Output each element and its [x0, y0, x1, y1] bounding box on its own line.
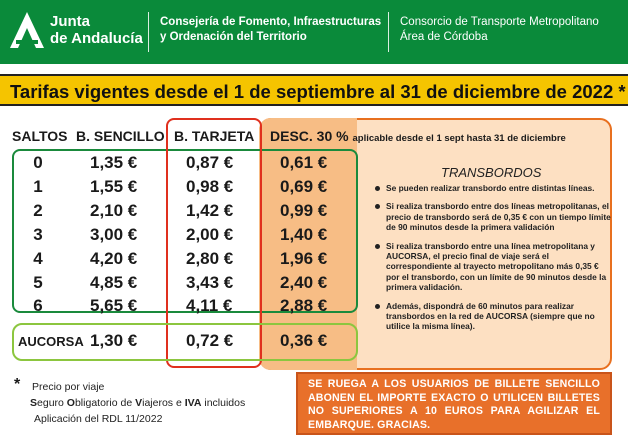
footnote-initial: S	[30, 397, 38, 409]
list-item-text: Si realiza transbordo entre dos líneas metropolitanas, el precio de transbordo será de 0,35 € con un tiempo límite de 90 minutos desde la primera validación	[386, 201, 611, 233]
department-line-2: y Ordenación del Territorio	[160, 31, 307, 43]
footnote-initial: O	[66, 397, 75, 409]
aucorsa-label: AUCORSA	[18, 334, 84, 349]
consortium-name	[400, 15, 599, 45]
tarjeta-cell: 0,98 €	[186, 177, 234, 196]
sencillo-cell: 1,55 €	[90, 177, 138, 196]
header-divider	[388, 12, 389, 52]
tarjeta-cell: 1,42 €	[186, 201, 234, 220]
transbordos-title: TRANSBORDOS	[441, 165, 542, 180]
step-cell: 6	[33, 296, 43, 315]
list-item	[370, 241, 612, 293]
tarjeta-cell: 4,11 €	[186, 296, 233, 315]
consortium-line-1: Consorcio de Transporte Metropolitano	[400, 16, 599, 28]
list-item	[370, 301, 612, 332]
footnote-word: eguro	[37, 397, 67, 409]
header-billete-sencillo: B. SENCILLO	[76, 128, 165, 144]
tarjeta-cell: 0,87 €	[186, 153, 234, 172]
header-billete-tarjeta: B. TARJETA	[174, 128, 255, 144]
step-cell: 0	[33, 153, 43, 172]
tarjeta-cell: 3,43 €	[186, 273, 234, 292]
footnote-word: incluidos	[201, 397, 246, 409]
footnote-word: iajeros e	[142, 397, 185, 409]
footnote-line-3: Aplicación del RDL 11/2022	[34, 413, 163, 425]
footnote-line-1: Precio por viaje	[32, 381, 105, 393]
footnote-initial: IVA	[184, 397, 202, 409]
tarjeta-cell: 2,80 €	[186, 249, 234, 268]
header-descuento-label: DESC. 30 %	[270, 128, 349, 144]
transbordos-list	[370, 183, 612, 340]
brand-name	[50, 13, 143, 47]
page-title: Tarifas vigentes desde el 1 de septiembre al 31 de diciembre de 2022 *	[10, 81, 626, 102]
header-descuento-note: aplicable desde el 1 sept hasta 31 de diciembre	[352, 133, 566, 144]
footnote-star: *	[14, 376, 21, 393]
descuento-cell: 2,40 €	[280, 273, 328, 292]
descuento-cell: 2,88 €	[280, 296, 328, 315]
list-item-text: Además, dispondrá de 60 minutos para realizar transbordos en la red de AUCORSA (siempre que no utilice la misma línea).	[386, 300, 595, 332]
aucorsa-tarjeta-cell: 0,72 €	[186, 331, 234, 350]
descuento-cell: 1,40 €	[280, 225, 328, 244]
title-band	[0, 74, 628, 106]
brand-line-2: de Andalucía	[50, 30, 143, 47]
descuento-cell: 0,69 €	[280, 177, 328, 196]
descuento-cell: 0,61 €	[280, 153, 328, 172]
department-line-1: Consejería de Fomento, Infraestructuras	[160, 16, 382, 28]
sencillo-cell: 5,65 €	[90, 296, 138, 315]
bullet-icon	[375, 244, 380, 249]
aucorsa-descuento-cell: 0,36 €	[280, 331, 328, 350]
junta-andalucia-logo-icon	[8, 10, 46, 52]
footnote-word: bligatorio de	[74, 397, 136, 409]
footnote-line-2	[30, 397, 245, 409]
sencillo-cell: 1,35 €	[90, 153, 138, 172]
sencillo-cell: 2,10 €	[90, 201, 138, 220]
step-cell: 1	[33, 177, 43, 196]
header-saltos: SALTOS	[12, 128, 68, 144]
sencillo-cell: 4,85 €	[90, 273, 138, 292]
department-name	[160, 15, 381, 45]
sencillo-cell: 4,20 €	[90, 249, 138, 268]
step-cell: 2	[33, 201, 43, 220]
step-cell: 5	[33, 273, 43, 292]
aucorsa-sencillo-cell: 1,30 €	[90, 331, 138, 350]
step-cell: 4	[33, 249, 43, 268]
consortium-line-2: Área de Córdoba	[400, 31, 488, 43]
list-item	[370, 183, 612, 193]
header-bar	[0, 0, 628, 64]
step-cell: 3	[33, 225, 43, 244]
list-item-text: Se pueden realizar transbordo entre distintas líneas.	[386, 183, 595, 193]
payment-notice: SE RUEGA A LOS USUARIOS DE BILLETE SENCILLO ABONEN EL IMPORTE EXACTO O UTILICEN BILLETES NO SUPERIORES A 10 EUROS PARA AGILIZAR EL EMBARQUE. GRACIAS.	[296, 372, 612, 435]
bullet-icon	[375, 186, 380, 191]
list-item	[370, 201, 612, 232]
bullet-icon	[375, 204, 380, 209]
descuento-cell: 0,99 €	[280, 201, 328, 220]
sencillo-cell: 3,00 €	[90, 225, 138, 244]
brand-line-1: Junta	[50, 13, 91, 30]
header-divider	[148, 12, 149, 52]
header-descuento	[270, 128, 566, 144]
descuento-cell: 1,96 €	[280, 249, 328, 268]
tarjeta-cell: 2,00 €	[186, 225, 234, 244]
footnote-initial: V	[135, 397, 143, 409]
bullet-icon	[375, 304, 380, 309]
list-item-text: Si realiza transbordo entre una línea metropolitana y AUCORSA, el precio final de viaje será el correspondiente al trayecto metropolitano más 0,35 € por el transbordo, con un límite de 90 minutos desde la primera validación.	[386, 240, 607, 293]
